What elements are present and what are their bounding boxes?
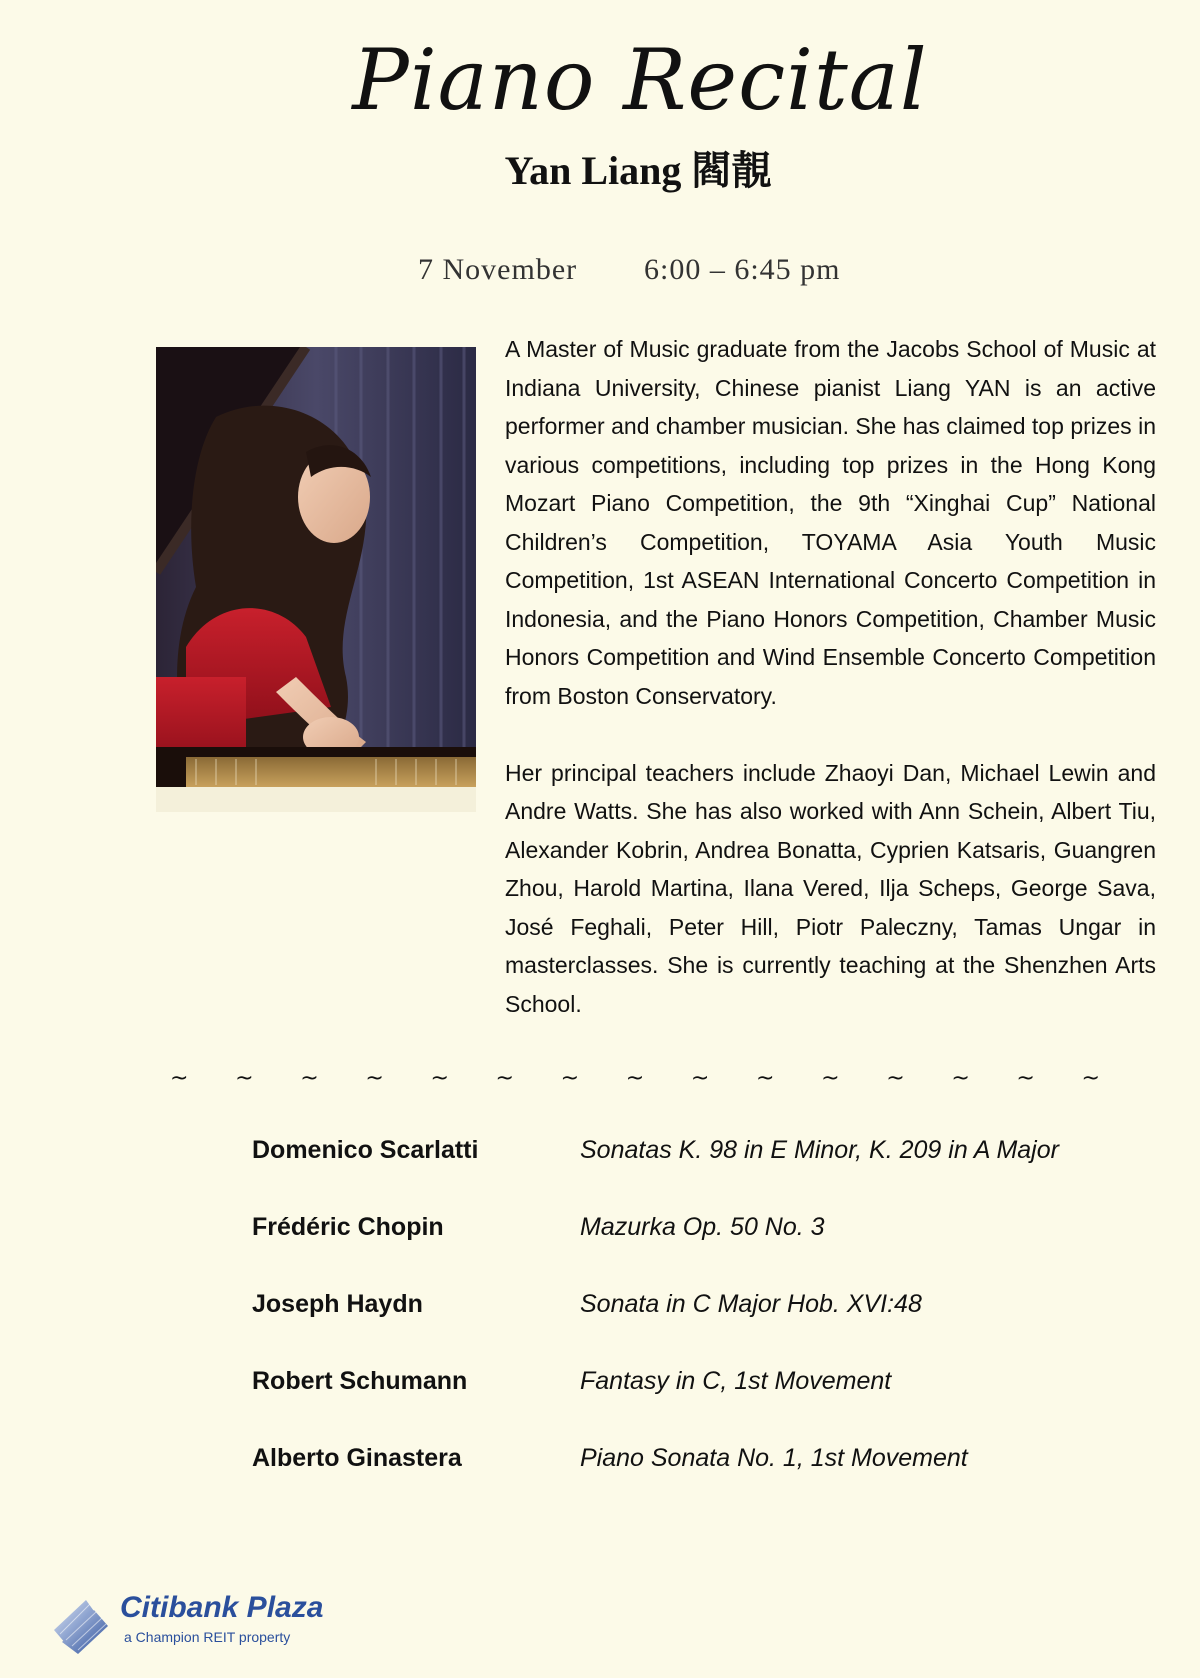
divider-tilde: ~ bbox=[365, 1066, 384, 1091]
bio-paragraph: A Master of Music graduate from the Jacobs School of Music at Indiana University, Chinese pianist Liang YAN is an active performer and chamber musician. She has claimed top prizes in various competitions, including top prizes in the Hong Kong Mozart Piano Competition, the 9th “Xinghai Cup” National Children’s Competition, TOYAMA Asia Youth Music Competition, 1st ASEAN International Concerto Competition in Indonesia, and the Piano Honors Competition, Chamber Music Honors Competition and Wind Ensemble Concerto Competition from Boston Conservatory. bbox=[505, 336, 1156, 709]
citibank-plaza-logo bbox=[52, 1582, 372, 1658]
event-date: 7 November bbox=[418, 253, 578, 286]
work-title: Piano Sonata No. 1, 1st Movement bbox=[580, 1444, 968, 1472]
bio-paragraph: Her principal teachers include Zhaoyi Dan, Michael Lewin and Andre Watts. She has also worked with Ann Schein, Albert Tiu, Alexander Kobrin, Andrea Bonatta, Cyprien Katsaris, Guangren Zhou, Harold Martina, Ilana Vered, Ilja Scheps, George Sava, José Feghali, Peter Hill, Piotr Paleczny, Tamas Ungar in masterclasses. She is currently teaching at the Shenzhen Arts School. bbox=[505, 759, 1156, 1017]
composer-name: Robert Schumann bbox=[252, 1367, 468, 1395]
divider-tilde: ~ bbox=[755, 1066, 775, 1091]
biography bbox=[505, 330, 1156, 1023]
divider-tilde: ~ bbox=[821, 1066, 840, 1091]
program-item bbox=[0, 1284, 1200, 1324]
divider-tilde: ~ bbox=[690, 1066, 710, 1091]
recital-title: Piano Recital bbox=[352, 31, 928, 129]
program-item bbox=[0, 1438, 1200, 1478]
logo-tagline: a Champion REIT property bbox=[124, 1629, 291, 1645]
divider-tilde: ~ bbox=[560, 1066, 580, 1091]
logo-name: Citibank Plaza bbox=[120, 1591, 324, 1624]
work-title: Sonata in C Major Hob. XVI:48 bbox=[580, 1290, 922, 1318]
divider-tilde: ~ bbox=[300, 1066, 319, 1091]
divider-tilde: ~ bbox=[1016, 1066, 1035, 1091]
divider-tilde: ~ bbox=[170, 1066, 189, 1091]
performer-name: Yan Liang 閻靚 bbox=[504, 148, 772, 193]
composer-name: Frédéric Chopin bbox=[252, 1213, 444, 1241]
composer-name: Alberto Ginastera bbox=[252, 1444, 462, 1472]
pianist-photo bbox=[156, 347, 476, 812]
program-item bbox=[0, 1207, 1200, 1247]
divider-tilde: ~ bbox=[430, 1066, 449, 1091]
work-title: Sonatas K. 98 in E Minor, K. 209 in A Major bbox=[580, 1136, 1059, 1164]
tilde-divider bbox=[170, 1066, 1100, 1092]
composer-name: Domenico Scarlatti bbox=[252, 1136, 479, 1164]
divider-tilde: ~ bbox=[495, 1066, 514, 1091]
composer-name: Joseph Haydn bbox=[252, 1290, 423, 1318]
program-item bbox=[0, 1361, 1200, 1401]
event-time: 6:00 – 6:45 pm bbox=[644, 253, 841, 286]
work-title: Fantasy in C, 1st Movement bbox=[580, 1367, 892, 1395]
divider-tilde: ~ bbox=[625, 1066, 645, 1091]
divider-tilde: ~ bbox=[886, 1066, 905, 1091]
divider-tilde: ~ bbox=[951, 1066, 970, 1091]
divider-tilde: ~ bbox=[235, 1066, 254, 1091]
work-title: Mazurka Op. 50 No. 3 bbox=[580, 1213, 825, 1241]
divider-tilde: ~ bbox=[1081, 1066, 1100, 1091]
program-item bbox=[0, 1130, 1200, 1170]
citibank-plaza-logo-icon bbox=[52, 1582, 114, 1658]
